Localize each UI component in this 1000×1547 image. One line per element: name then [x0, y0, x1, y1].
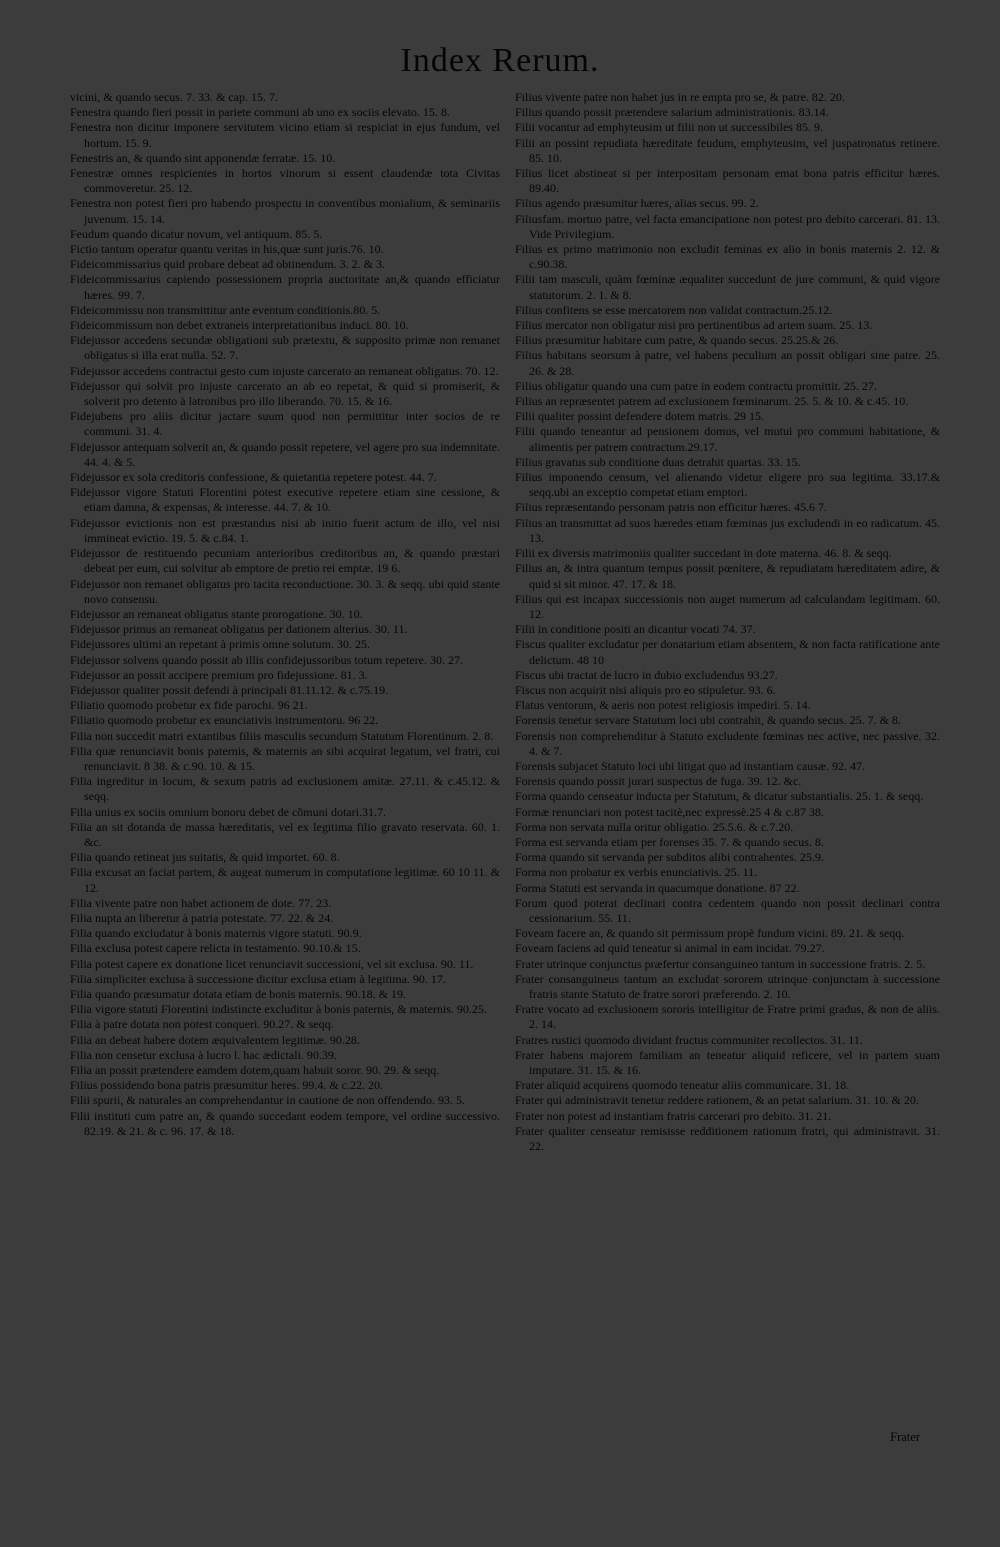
- index-entry: Filia vigore statuti Florentini indistincte excluditur à bonis paternis, & maternis. 90.25.: [70, 1002, 487, 1017]
- index-entry: Forensis subjacet Statuto loci ubi litigat quo ad instantiam causæ. 92. 47.: [515, 758, 865, 773]
- index-entry: Fidejussor qui solvit pro injuste carcerato an ab eo repetat, & quid si promiserit, & solverit pro detento à latronibus pro illo liberando. 70. 15. & 16.: [70, 378, 500, 409]
- index-entry: Filia excusat an faciat partem, & augeat numerum in computatione legitimæ. 60 10 11. & 12.: [70, 865, 500, 895]
- index-entry: Fideicommissarius capiendo possessionem propria auctoritate an,& quando efficiatur hæres. 99. 7.: [70, 272, 500, 302]
- index-entry: Fidejussor solvens quando possit ab illis confidejussoribus totum repetere. 30. 27.: [70, 652, 463, 667]
- index-entry: Fidejussores ultimi an repetant à primis omne solutum. 30. 25.: [70, 637, 370, 652]
- index-entry: Filius præsumitur habitare cum patre, & quando secus. 25.25.& 26.: [515, 333, 839, 348]
- index-entry: Fiscus ubi tractat de lucro in dubio excludendus 93.27.: [515, 667, 778, 682]
- index-entry: Fidejussor qualiter possit defendi à principali 81.11.12. & c.75.19.: [70, 682, 389, 697]
- index-entry: Frater qualiter censeatur remisisse redditionem rationum fratri, qui administravit. 31. 22.: [515, 1123, 940, 1154]
- index-entry: Fidejussor accedens secundæ obligationi sub prætextu, & supposito primæ non remanet obligatus si illa erat nulla. 52. 7.: [70, 333, 500, 363]
- index-entry: Filii spurii, & naturales an comprehendantur in cautione de non offendendo. 93. 5.: [70, 1093, 466, 1108]
- index-entry: Fideicommissum non debet extraneis interpretationibus induci. 80. 10.: [70, 318, 409, 333]
- index-entry: Forma est servanda etiam per forenses 35. 7. & quando secus. 8.: [515, 834, 824, 849]
- index-entry: Fidejubens pro aliis dicitur jactare suum quod non permittitur inter socios de re communi. 31. 4.: [70, 409, 500, 439]
- index-entry: Filia nupta an liberetur à patria potestate. 77. 22. & 24.: [70, 910, 334, 925]
- index-entry: Filius agendo præsumitur hæres, alias secus. 99. 2.: [515, 196, 759, 211]
- index-entry: Forensis tenetur servare Statutum loci ubi contrahit, & quando secus. 25. 7. & 8.: [515, 713, 901, 728]
- index-entry: Filius habitans seorsum à patre, vel habens peculium an possit obligari sine patre. 25. 26. & 28.: [515, 348, 940, 378]
- index-entry: Filii in conditione positi an dicantur vocati 74. 37.: [515, 622, 756, 637]
- index-entry: Formæ renunciari non potest tacitè,nec expressè.25 4 & c.87 38.: [515, 804, 824, 819]
- index-entry: Frater aliquid acquirens quomodo teneatur aliis communicare. 31. 18.: [515, 1078, 850, 1093]
- index-entry: Forma non probatur ex verbis enunciativis. 25. 11.: [515, 865, 758, 880]
- index-entry: Fiscus qualiter excludatur per donatarium etiam absentem, & non facta ratificatione ante delictum. 48 10: [515, 637, 940, 667]
- page-title: Index Rerum.: [400, 42, 600, 79]
- right-column: [515, 90, 940, 1154]
- index-entry: Frater non potest ad instantiam fratris carcerari pro debito. 31. 21.: [515, 1108, 832, 1123]
- index-entry: Filia ingreditur in locum, & sexum patris ad exclusionem amitæ. 27.11. & c.45.12. & seqq.: [70, 774, 500, 804]
- index-entry: Filia quando retineat jus suitatis, & quid importet. 60. 8.: [70, 850, 340, 865]
- index-entry: Fenestra non dicitur imponere servitutem vicino etiam si respiciat in ejus fundum, vel hortum. 15. 9.: [70, 120, 500, 150]
- index-entry: Filii quando teneantur ad pensionem domus, vel mutui pro communi habitatione, & alimentis per patrem contractum.29.17.: [515, 424, 940, 454]
- index-entry: Filius ex primo matrimonio non excludit feminas ex alio in bonis maternis 2. 12. & c.90.38.: [515, 242, 940, 272]
- index-entry: Filius imponendo censum, vel alienando videtur eligere pro sua legitima. 33.17.& seqq.ubi an exceptio competat etiam emptori.: [515, 470, 940, 500]
- index-entry: Filius possidendo bona patris præsumitur heres. 99.4. & c.22. 20.: [70, 1078, 383, 1093]
- index-entry: Foveam faciens ad quid teneatur si animal in eam incidat. 79.27.: [515, 941, 825, 956]
- index-entry: Filii an possint repudiata hæreditate feudum, emphyteusim, vel juspatronatus retinere. 85. 10.: [515, 135, 940, 165]
- index-entry: Filius obligatur quando una cum patre in eodem contractu promittit. 25. 27.: [515, 378, 877, 393]
- index-entry: Filii instituti cum patre an, & quando succedant eodem tempore, vel ordine successivo. 82.19. & 21. & c. 96. 17. & 18.: [70, 1108, 500, 1138]
- index-entry: Fidejussor evictionis non est præstandus nisi ab initio fuerit actum de illo, vel nisi immineat evictio. 19. 5. & c.84. 1.: [70, 515, 500, 545]
- index-entry: Filia an possit prætendere eamdem dotem,quam habuit soror. 90. 29. & seqq.: [70, 1063, 440, 1077]
- index-entry: Frater habens majorem familiam an teneatur aliquid reficere, vel in partem suam imputare. 31. 15. & 16.: [515, 1047, 940, 1077]
- index-entry: Filii vocantur ad emphyteusim ut filii non ut successibiles 85. 9.: [515, 120, 823, 135]
- index-entry: Filia simpliciter exclusa à successione dicitur exclusa etiam à legitima. 90. 17.: [70, 971, 446, 986]
- index-entry: Filia à patre dotata non potest conqueri. 90.27. & seqq.: [70, 1017, 334, 1032]
- index-entry: Fenestræ omnes respicientes in hortos vinorum si essent claudendæ tota Civitas commoveretur. 25. 12.: [70, 166, 500, 196]
- index-entry: Fratres rustici quomodo dividant fructus communiter recollectos. 31. 11.: [515, 1032, 863, 1047]
- index-entry: Fenestris an, & quando sint apponendæ ferratæ. 15. 10.: [70, 150, 336, 165]
- index-entry: Filiusfam. mortuo patre, vel facta emancipatione non potest pro debito carcerari. 81. 13. Vide Privilegium.: [515, 211, 940, 241]
- index-entry: Fidejussor antequam solverit an, & quando possit repetere, vel agere pro sua indemnitate. 44. 4. & 5.: [70, 439, 500, 469]
- index-entry: Filia quando excludatur à bonis maternis vigore statuti. 90.9.: [70, 926, 362, 941]
- index-entry: Forma non servata nulla oritur obligatio. 25.5.6. & c.7.20.: [515, 819, 794, 834]
- index-entry: Fratre vocato ad exclusionem sororis intelligitur de Fratre primi gradus, & non de aliis. 2. 14.: [515, 1002, 940, 1032]
- index-entry: Frater utrinque conjunctus præfertur consanguineo tantum in successione fratris. 2. 5.: [515, 956, 926, 971]
- index-entry: Filius licet abstineat si per interpositam personam emat bona patris efficitur hæres. 89.40.: [515, 166, 940, 196]
- index-entry: Fidejussor de restituendo pecuniam anterioribus creditoribus an, & quando præstari debeat per eum, cui solvitur ab emptore de pretio rei emptæ. 19 6.: [70, 546, 500, 576]
- index-entry: Filius gravatus sub conditione duas detrahit quartas. 33. 15.: [515, 454, 801, 469]
- catchword: Frater: [890, 1430, 920, 1444]
- index-entry: Filius an repræsentet patrem ad exclusionem fœminarum. 25. 5. & 10. & c.45. 10.: [515, 394, 909, 409]
- index-entry: Frater consanguineus tantum an excludat sororem utrinque conjunctam à successione fratris stante Statuto de fratre sorori præferendo. 2. 10.: [515, 971, 940, 1001]
- index-entry: Filius confitens se esse mercatorem non validat contractum.25.12.: [515, 302, 833, 317]
- index-entry: Fideicommissu non transmittitur ante eventum conditionis.80. 5.: [70, 302, 381, 317]
- index-entry: Fidejussor an possit accipere premium pro fidejussione. 81. 3.: [70, 667, 368, 682]
- index-entry: Fideicommissarius quid probare debeat ad obtinendum. 3. 2. & 3.: [70, 257, 385, 272]
- index-entry: Filia exclusa potest capere relicta in testamento. 90.10.& 15.: [70, 941, 361, 956]
- index-entry: Filia potest capere ex donatione licet renunciavit successioni, vel sit exclusa. 90. 11.: [70, 956, 474, 971]
- index-entry: Forensis non comprehenditur à Statuto excludente fœminas nec active, nec passive. 32. 4. & 7.: [515, 728, 940, 758]
- index-entry: Filius quando possit prætendere salarium administrationis. 83.14.: [515, 105, 829, 120]
- index-entry: Filii qualiter possint defendere dotem matris. 29 15.: [515, 409, 764, 424]
- index-entry: Fidejussor ex sola creditoris confessione, & quietantia repetere potest. 44. 7.: [70, 470, 437, 485]
- index-entry: Forma quando censeatur inducta per Statutum, & dicatur substantialis. 25. 1. & seqq.: [515, 789, 924, 804]
- index-entry: Forensis quando possit jurari suspectus de fuga. 39. 12. &c.: [515, 774, 802, 789]
- index-entry: Forum quod poterat declinari contra cedentem quando non possit declinari contra cessionarium. 55. 11.: [515, 895, 940, 925]
- index-entry: Filia vivente patre non habet actionem de dote. 77. 23.: [70, 895, 332, 910]
- index-entry: Filiatio quomodo probetur ex enunciativis instrumentoru. 96 22.: [70, 713, 379, 728]
- index-entry: Filia unius ex sociis omnium bonoru debet de cõmuni dotari.31.7.: [70, 804, 386, 819]
- index-entry: Filii tam masculi, quàm fœminæ æqualiter succedunt de jure communi, & quid vigore statutorum. 2. 1. & 8.: [515, 272, 940, 302]
- index-entry: Fidejussor an remaneat obligatus stante prorogatione. 30. 10.: [70, 606, 363, 621]
- index-entry: Filius qui est incapax successionis non auget numerum ad calculandam legitimam. 60. 12.: [515, 591, 940, 621]
- index-entry: Filius an transmittat ad suos hæredes etiam fœminas jus excludendi in eo radicatum. 45. 13.: [515, 515, 940, 545]
- index-entry: Filia quæ renunciavit bonis paternis, & maternis an sibi acquirat legatum, vel fratri, cui renunciavit. 8 38. & c.90. 10. & 15.: [70, 743, 500, 773]
- index-entry: Fenestra non potest fieri pro habendo prospectu in conventibus monialium, & seminariis juvenum. 15. 14.: [70, 196, 500, 226]
- index-entry: Filiatio quomodo probetur ex fide parochi. 96 21.: [70, 698, 308, 713]
- index-entry: Fidejussor accedens contractui gesto cum injuste carcerato an remaneat obligatus. 70. 12.: [70, 363, 499, 378]
- index-entry: Filius vivente patre non habet jus in re empta pro se, & patre. 82. 20.: [515, 90, 845, 104]
- index-entry: Frater qui administravit tenetur reddere rationem, & an petat salarium. 31. 10. & 20.: [515, 1093, 919, 1108]
- index-entry: Fiscus non acquirit nisi aliquis pro eo stipuletur. 93. 6.: [515, 682, 776, 697]
- index-entry: Filius mercator non obligatur nisi pro pertinentibus ad artem suam. 25. 13.: [515, 318, 873, 333]
- index-entry: Fictio tantum operatur quantu veritas in his,quæ sunt juris.76. 10.: [70, 242, 384, 257]
- index-entry: Filii ex diversis matrimoniis qualiter succedant in dote materna. 46. 8. & seqq.: [515, 546, 892, 561]
- index-entry: Fidejussor primus an remaneat obligatus per dationem alterius. 30. 11.: [70, 622, 408, 637]
- index-entry: Filia non censetur exclusa à lucro l. hac ædictali. 90.39.: [70, 1047, 337, 1062]
- index-entry: vicini, & quando secus. 7. 33. & cap. 15. 7.: [70, 90, 278, 104]
- index-entry: Fenestra quando fieri possit in pariete communi ab uno ex sociis elevato. 15. 8.: [70, 105, 450, 120]
- index-entry: Filia an debeat habere dotem æquivalentem legitimæ. 90.28.: [70, 1032, 360, 1047]
- index-entry: Forma Statuti est servanda in quacumque donatione. 87 22.: [515, 880, 800, 895]
- index-entry: Feudum quando dicatur novum, vel antiquum. 85. 5.: [70, 226, 323, 241]
- index-entry: Filius an, & intra quantum tempus possit pœnitere, & repudiatam hæreditatem adire, & quid si sit minor. 47. 17. & 18.: [515, 561, 940, 591]
- index-entry: Filia an sit dotanda de massa hæreditatis, vel ex legitima filio gravato reservata. 60. 1. &c.: [70, 819, 500, 849]
- left-column: [70, 90, 500, 1139]
- index-entry: Filia quando præsumatur dotata etiam de bonis maternis. 90.18. & 19.: [70, 986, 406, 1001]
- index-entry: Flatus ventorum, & aeris non potest religiosis impediri. 5. 14.: [515, 698, 811, 713]
- index-entry: Filius repræsentando personam patris non efficitur hæres. 45.6 7.: [515, 500, 828, 515]
- index-entry: Forma quando sit servanda per subditos alibi contrahentes. 25.9.: [515, 850, 824, 865]
- index-entry: Filia non succedit matri extantibus filiis masculis secundum Statutum Florentinum. 2. 8.: [70, 728, 494, 743]
- index-entry: Fidejussor vigore Statuti Florentini potest executive repetere etiam sine cessione, & etiam damna, & expensas, & interesse. 44. 7. & 10.: [70, 485, 500, 515]
- index-entry: Foveam facere an, & quando sit permissum propè fundum vicini. 89. 21. & seqq.: [515, 926, 905, 941]
- index-entry: Fidejussor non remanet obligatus pro tacita reconductione. 30. 3. & seqq. ubi quid stante novo consensu.: [70, 576, 500, 606]
